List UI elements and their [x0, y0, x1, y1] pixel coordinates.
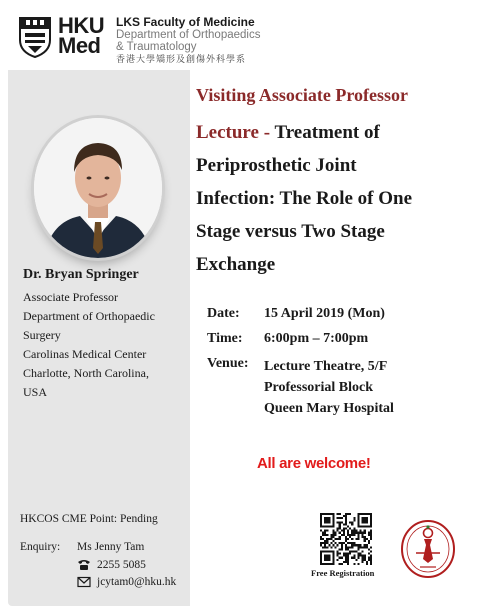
event-details: [207, 306, 394, 428]
contact-name: Ms Jenny Tam: [77, 541, 145, 553]
speaker-photo: [34, 118, 162, 258]
department-seal-icon: [400, 519, 456, 579]
contact-email[interactable]: jcytam0@hku.hk: [77, 576, 176, 588]
speaker-line: Department of Orthopaedic: [23, 309, 155, 323]
venue-value: Lecture Theatre, 5/F Professorial Block Queen Mary Hospital: [264, 359, 394, 416]
cme-point: HKCOS CME Point: Pending: [20, 513, 158, 525]
title-line: Stage versus Two Stage: [196, 221, 385, 242]
speaker-affiliation: [23, 288, 193, 402]
title-line: Exchange: [196, 254, 276, 275]
department-chinese-name: 香港大學矯形及創傷外科學系: [116, 54, 247, 64]
date-row: [207, 306, 394, 322]
department-line-1: Department of Orthopaedics: [116, 29, 261, 41]
hku-med-logo: [18, 13, 105, 58]
faculty-block: [116, 16, 260, 65]
telephone-icon: [77, 559, 91, 571]
speaker-line: Surgery: [23, 328, 61, 342]
lecture-title: [196, 116, 476, 281]
date-label: Date:: [207, 306, 240, 321]
venue-label: Venue:: [207, 356, 249, 371]
qr-label: Free Registration: [311, 568, 375, 578]
contact-phone: 2255 5085: [77, 559, 146, 571]
speaker-name: Dr. Bryan Springer: [23, 267, 139, 282]
hku-crest-icon: [18, 16, 52, 58]
title-line: Periprosthetic Joint: [196, 155, 357, 176]
time-row: [207, 331, 394, 347]
speaker-line: USA: [23, 385, 48, 399]
envelope-icon: [77, 576, 91, 588]
enquiry-label: Enquiry:: [20, 541, 61, 553]
lecture-prefix: Lecture -: [196, 122, 275, 143]
time-value: 6:00pm – 7:00pm: [264, 331, 369, 346]
speaker-line: Charlotte, North Carolina,: [23, 366, 149, 380]
speaker-line: Carolinas Medical Center: [23, 347, 147, 361]
faculty-name: LKS Faculty of Medicine: [116, 15, 255, 29]
speaker-line: Associate Professor: [23, 290, 118, 304]
welcome-message: All are welcome!: [257, 455, 371, 472]
department-line-2: & Traumatology: [116, 41, 197, 53]
venue-row: [207, 356, 394, 419]
date-value: 15 April 2019 (Mon): [264, 306, 385, 321]
time-label: Time:: [207, 331, 243, 346]
visiting-professor-heading: Visiting Associate Professor: [196, 85, 408, 105]
hku-med-wordmark: HKU Med: [58, 13, 105, 58]
title-line: Treatment of: [274, 122, 380, 143]
registration-qr-code[interactable]: [320, 513, 372, 565]
title-line: Infection: The Role of One: [196, 188, 413, 209]
